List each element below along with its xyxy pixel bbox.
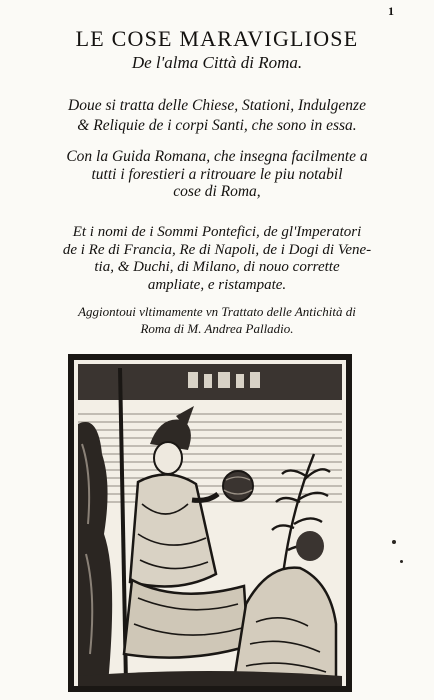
paragraph-line: tutti i forestieri a ritrouare le piu notabil [91, 165, 343, 183]
woodcut-illustration [68, 354, 352, 692]
paragraph-line: cose di Roma, [173, 183, 261, 200]
paragraph-line: Aggiontoui vltimamente vn Trattato delle Antichità di [78, 304, 356, 319]
paragraph-pontefici [0, 224, 434, 294]
subtitle: De l'alma Città di Roma. [131, 53, 303, 72]
page-number: 1 [388, 4, 394, 18]
paragraph-churches [0, 96, 434, 136]
paragraph-line: tia, & Duchi, di Milano, di nouo corrette [94, 259, 340, 275]
paragraph-guida [0, 148, 434, 201]
ink-speck [400, 560, 403, 563]
main-title: LE COSE MARAVIGLIOSE [75, 26, 359, 51]
ink-speck [392, 540, 396, 544]
title-block [0, 26, 434, 74]
paragraph-line: Doue si tratta delle Chiese, Stationi, Indulgenze [68, 97, 366, 114]
paragraph-palladio [0, 303, 434, 337]
paragraph-line: & Reliquie de i corpi Santi, che sono in essa. [77, 117, 357, 134]
paragraph-line: ampliate, e ristampate. [147, 276, 287, 293]
paragraph-line: de i Re di Francia, Re di Napoli, de i Dogi di Vene- [62, 241, 372, 258]
paragraph-line: Con la Guida Romana, che insegna facilmente a [66, 148, 368, 165]
paragraph-line: Et i nomi de i Sommi Pontefici, de gl'Imperatori [72, 224, 362, 240]
globe [223, 471, 253, 501]
paragraph-line: Roma di M. Andrea Palladio. [140, 321, 294, 336]
